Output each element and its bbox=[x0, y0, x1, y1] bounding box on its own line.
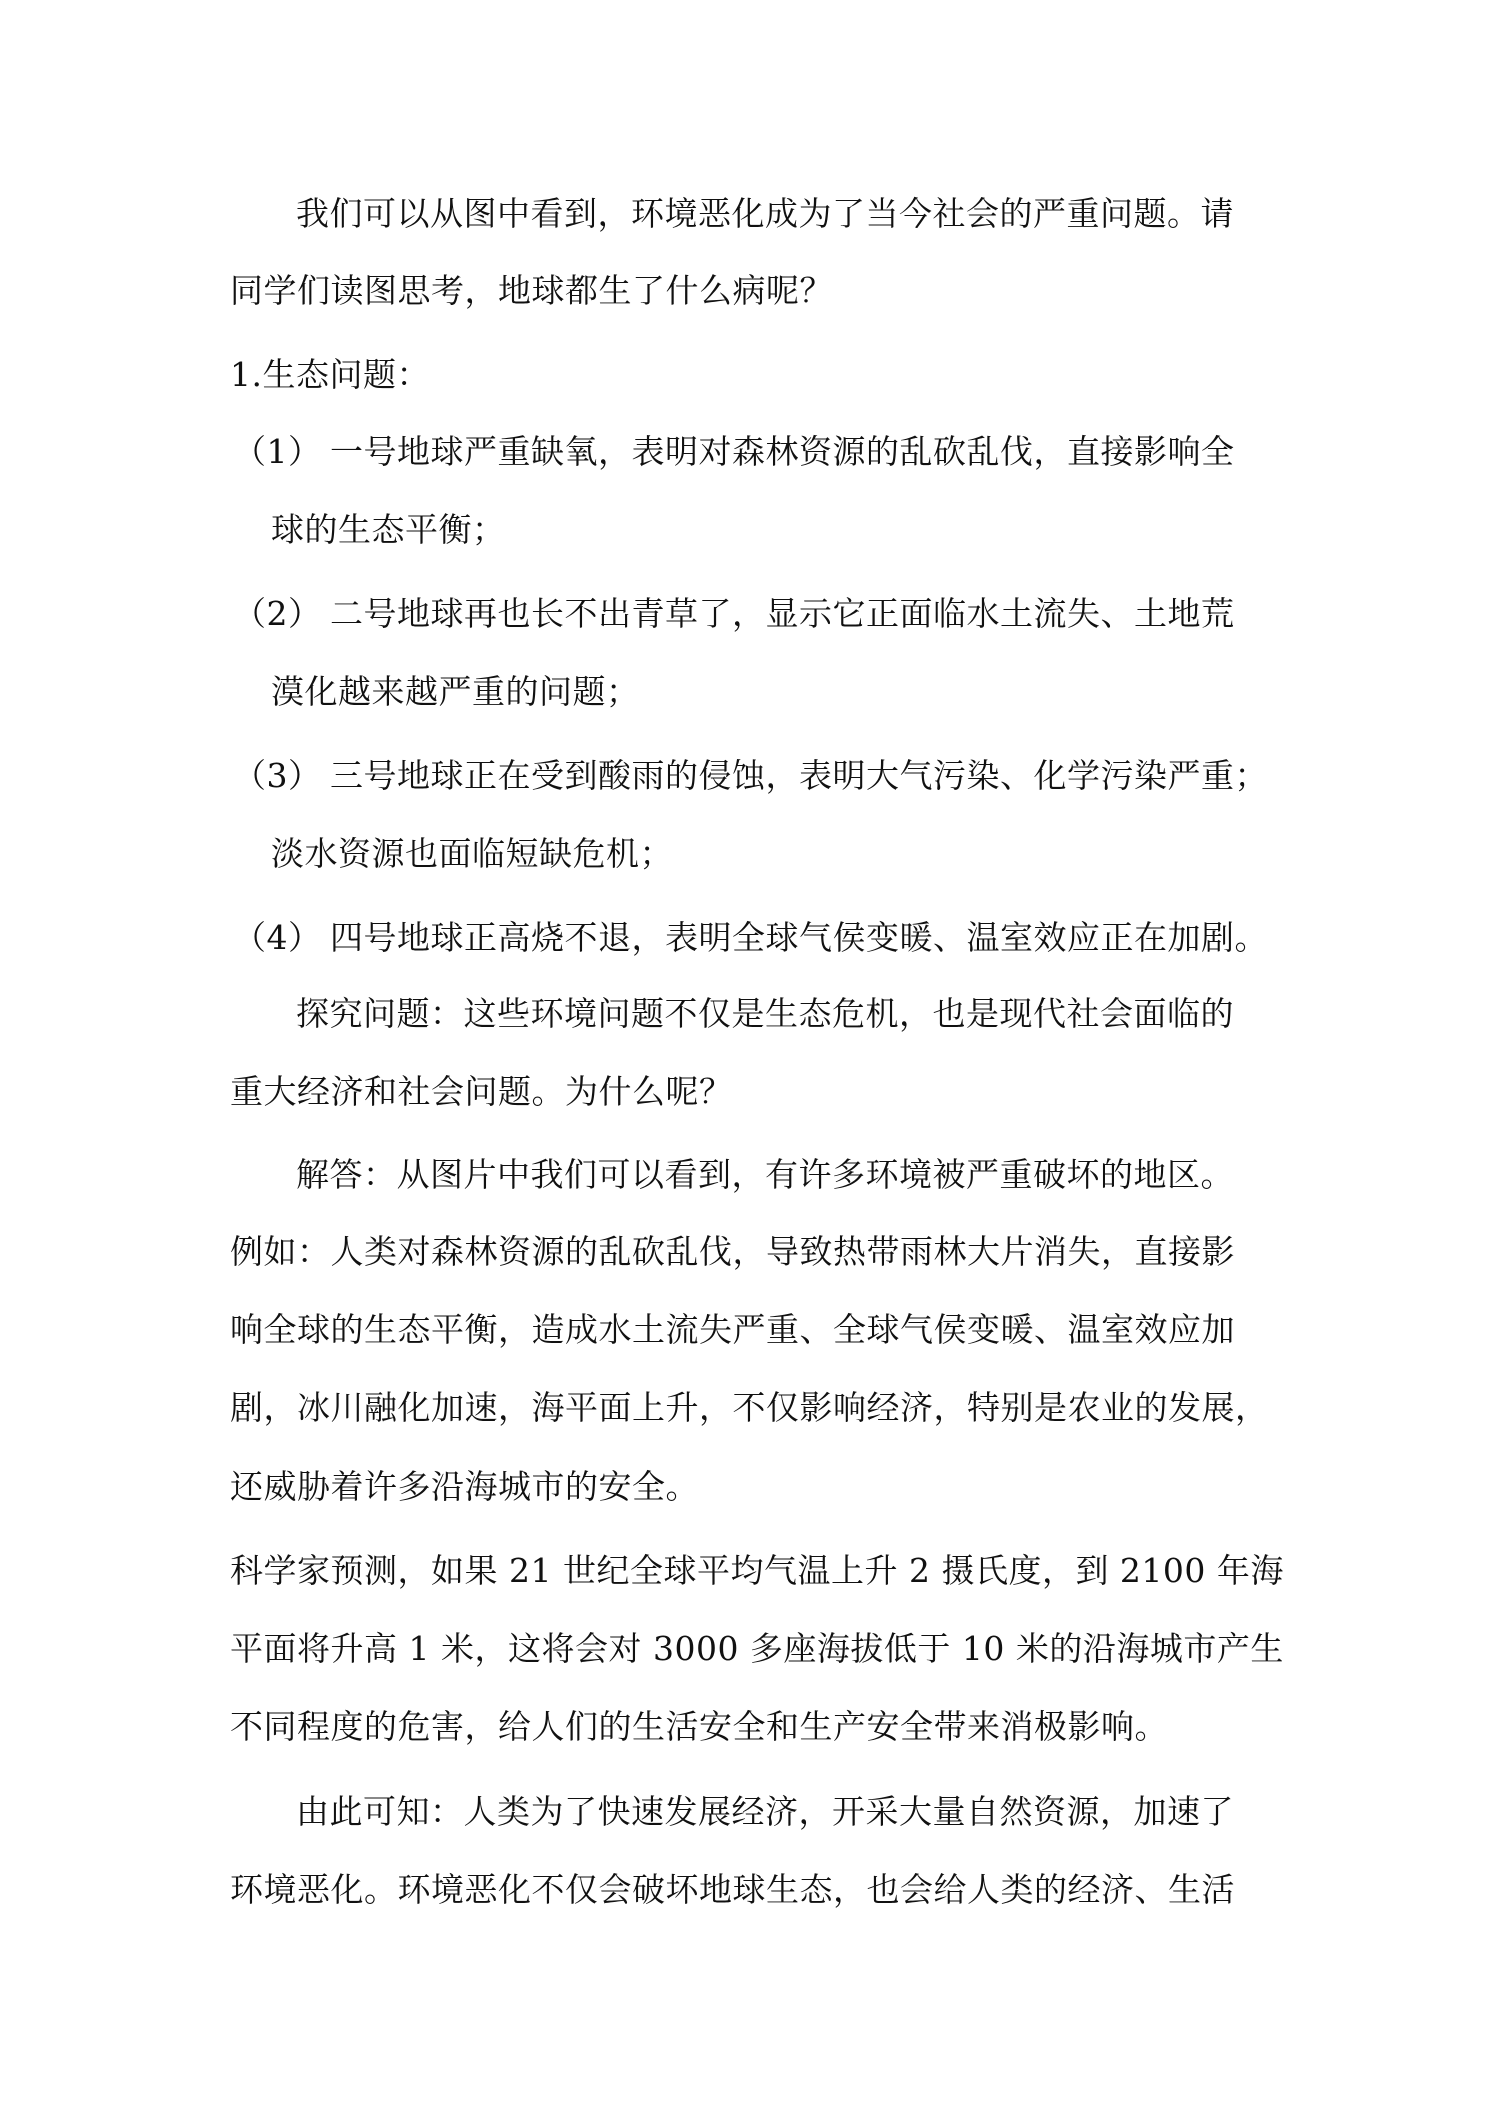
forecast-line-2: 平面将升高 1 米，这将会对 3000 多座海拔低于 10 米的沿海城市产生 bbox=[230, 1629, 1284, 1668]
list-item-1-marker: （1） bbox=[233, 432, 322, 471]
list-item-3-line-2: 淡水资源也面临短缺危机； bbox=[271, 834, 673, 873]
answer-line-2: 例如：人类对森林资源的乱砍乱伐，导致热带雨林大片消失，直接影 bbox=[230, 1232, 1235, 1271]
intro-line-2: 同学们读图思考，地球都生了什么病呢？ bbox=[230, 271, 833, 310]
section-heading: 1.生态问题： bbox=[230, 355, 430, 394]
list-item-4-marker: （4） bbox=[233, 918, 322, 957]
list-item-2-line-2: 漠化越来越严重的问题； bbox=[271, 672, 640, 711]
list-item-2-line-1: 二号地球再也长不出青草了，显示它正面临水土流失、土地荒 bbox=[330, 594, 1235, 633]
list-item-3-line-1: 三号地球正在受到酸雨的侵蚀，表明大气污染、化学污染严重； bbox=[330, 756, 1268, 795]
answer-line-4: 剧，冰川融化加速，海平面上升，不仅影响经济，特别是农业的发展， bbox=[230, 1388, 1269, 1427]
conclusion-line-2: 环境恶化。环境恶化不仅会破坏地球生态，也会给人类的经济、生活 bbox=[230, 1870, 1235, 1909]
list-item-2-marker: （2） bbox=[233, 594, 322, 633]
conclusion-line-1: 由此可知：人类为了快速发展经济，开采大量自然资源，加速了 bbox=[296, 1792, 1234, 1831]
forecast-line-3: 不同程度的危害，给人们的生活安全和生产安全带来消极影响。 bbox=[230, 1707, 1168, 1746]
forecast-line-1: 科学家预测，如果 21 世纪全球平均气温上升 2 摄氏度，到 2100 年海 bbox=[230, 1551, 1284, 1590]
question-line-2: 重大经济和社会问题。为什么呢？ bbox=[230, 1072, 733, 1111]
list-item-4-line-1: 四号地球正高烧不退，表明全球气侯变暖、温室效应正在加剧。 bbox=[330, 918, 1268, 957]
list-item-1-line-2: 球的生态平衡； bbox=[271, 510, 506, 549]
answer-line-1: 解答：从图片中我们可以看到，有许多环境被严重破坏的地区。 bbox=[296, 1155, 1234, 1194]
answer-line-3: 响全球的生态平衡，造成水土流失严重、全球气侯变暖、温室效应加 bbox=[230, 1310, 1235, 1349]
intro-line-1: 我们可以从图中看到，环境恶化成为了当今社会的严重问题。请 bbox=[296, 194, 1234, 233]
answer-line-5: 还威胁着许多沿海城市的安全。 bbox=[230, 1467, 699, 1506]
question-line-1: 探究问题：这些环境问题不仅是生态危机，也是现代社会面临的 bbox=[296, 994, 1234, 1033]
list-item-1-line-1: 一号地球严重缺氧，表明对森林资源的乱砍乱伐，直接影响全 bbox=[330, 432, 1235, 471]
list-item-3-marker: （3） bbox=[233, 756, 322, 795]
